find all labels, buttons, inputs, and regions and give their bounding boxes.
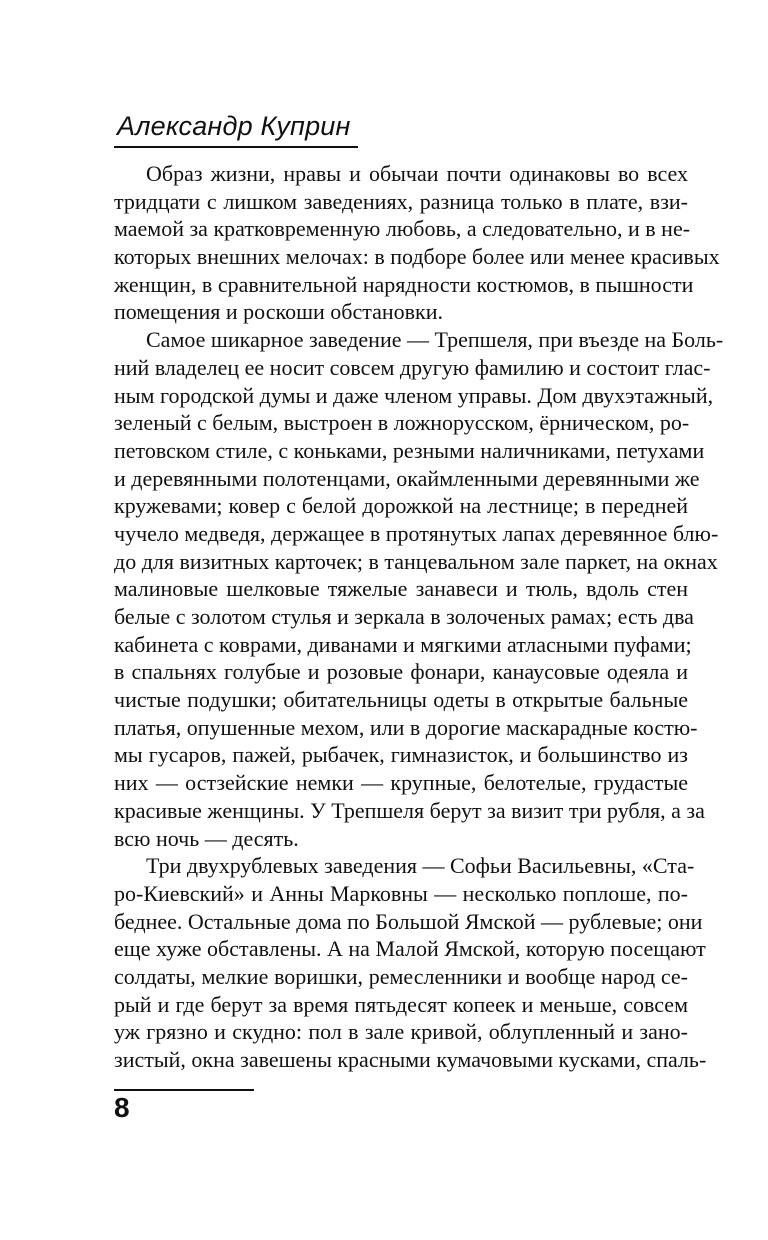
text-line: Самое шикарное заведение — Трепшеля, при въезде на Боль- bbox=[146, 327, 724, 353]
text-line: ным городской думы и даже членом управы. Дом двухэтажный, bbox=[114, 382, 714, 408]
text-line: кабинета с коврами, диванами и мягкими атласными пуфами; bbox=[114, 631, 692, 657]
text-line: уж грязно и скудно: пол в зале кривой, облупленный и зано- bbox=[114, 1019, 688, 1045]
text-line: чучело медведя, держащее в протянутых лапах деревянное блю- bbox=[114, 520, 719, 546]
text-line: петовском стиле, с коньками, резными наличниками, петухами bbox=[114, 437, 705, 463]
header-divider bbox=[114, 146, 358, 148]
text-line: еще хуже обставлены. А на Малой Ямской, которую посещают bbox=[114, 936, 706, 962]
text-line: солдаты, мелкие воришки, ремесленники и вообще народ се- bbox=[114, 963, 688, 989]
text-line: помещения и роскоши обстановки. bbox=[114, 299, 444, 325]
body-text bbox=[114, 160, 724, 1074]
text-line: которых внешних мелочах: в подборе более или менее красивых bbox=[114, 244, 720, 270]
text-line: чистые подушки; обитательницы одеты в открытые бальные bbox=[114, 687, 688, 713]
page-number: 8 bbox=[114, 1092, 130, 1123]
text-line: кружевами; ковер с белой дорожкой на лестнице; в передней bbox=[114, 493, 688, 519]
text-line: зистый, окна завешены красными кумачовыми кусками, спаль- bbox=[114, 1047, 707, 1072]
text-line: маемой за кратковременную любовь, а следовательно, и в не- bbox=[114, 216, 691, 242]
text-line: всю ночь — десять. bbox=[114, 825, 299, 851]
text-line: зеленый с белым, выстроен в ложнорусском, ёрническом, ро- bbox=[114, 410, 690, 436]
text-line: и деревянными полотенцами, окаймленными деревянными же bbox=[114, 465, 700, 491]
text-line: них — остзейские немки — крупные, белотелые, грудастые bbox=[114, 770, 688, 796]
text-line: Образ жизни, нравы и обычаи почти одинаковы во всех bbox=[146, 161, 688, 186]
text-line: в спальнях голубые и розовые фонари, канаусовые одеяла и bbox=[114, 659, 688, 685]
text-line: до для визитных карточек; в танцевальном зале паркет, на окнах bbox=[114, 548, 718, 574]
text-line: тридцати с лишком заведениях, разница только в плате, взи- bbox=[114, 188, 688, 214]
paragraph-2 bbox=[114, 326, 724, 852]
text-line: белые с золотом стулья и зеркала в золоченых рамах; есть два bbox=[114, 604, 694, 629]
text-line: Три двухрублевых заведения — Софьи Васильевны, «Ста- bbox=[146, 853, 695, 879]
text-line: мы гусаров, пажей, рыбачек, гимназисток, и большинство из bbox=[114, 742, 688, 768]
text-line: малиновые шелковые тяжелые занавеси и тюль, вдоль стен bbox=[114, 576, 688, 602]
paragraph-1 bbox=[114, 160, 720, 326]
running-header-author: Александр Куприн bbox=[117, 111, 351, 141]
text-line: красивые женщины. У Трепшеля берут за визит три рубля, а за bbox=[114, 797, 705, 823]
paragraph-3 bbox=[114, 852, 707, 1074]
text-line: ний владелец ее носит совсем другую фамилию и состоит глас- bbox=[114, 354, 711, 380]
text-line: женщин, в сравнительной нарядности костюмов, в пышности bbox=[114, 271, 694, 297]
text-line: рый и где берут за время пятьдесят копеек и меньше, совсем bbox=[114, 991, 688, 1017]
text-line: платья, опушенные мехом, или в дорогие маскарадные костю- bbox=[114, 714, 698, 740]
text-line: беднее. Остальные дома по Большой Ямской — рублевые; они bbox=[114, 908, 703, 934]
footer-divider bbox=[114, 1089, 254, 1091]
text-line: ро-Киевский» и Анны Марковны — несколько поплоше, по- bbox=[114, 880, 688, 906]
